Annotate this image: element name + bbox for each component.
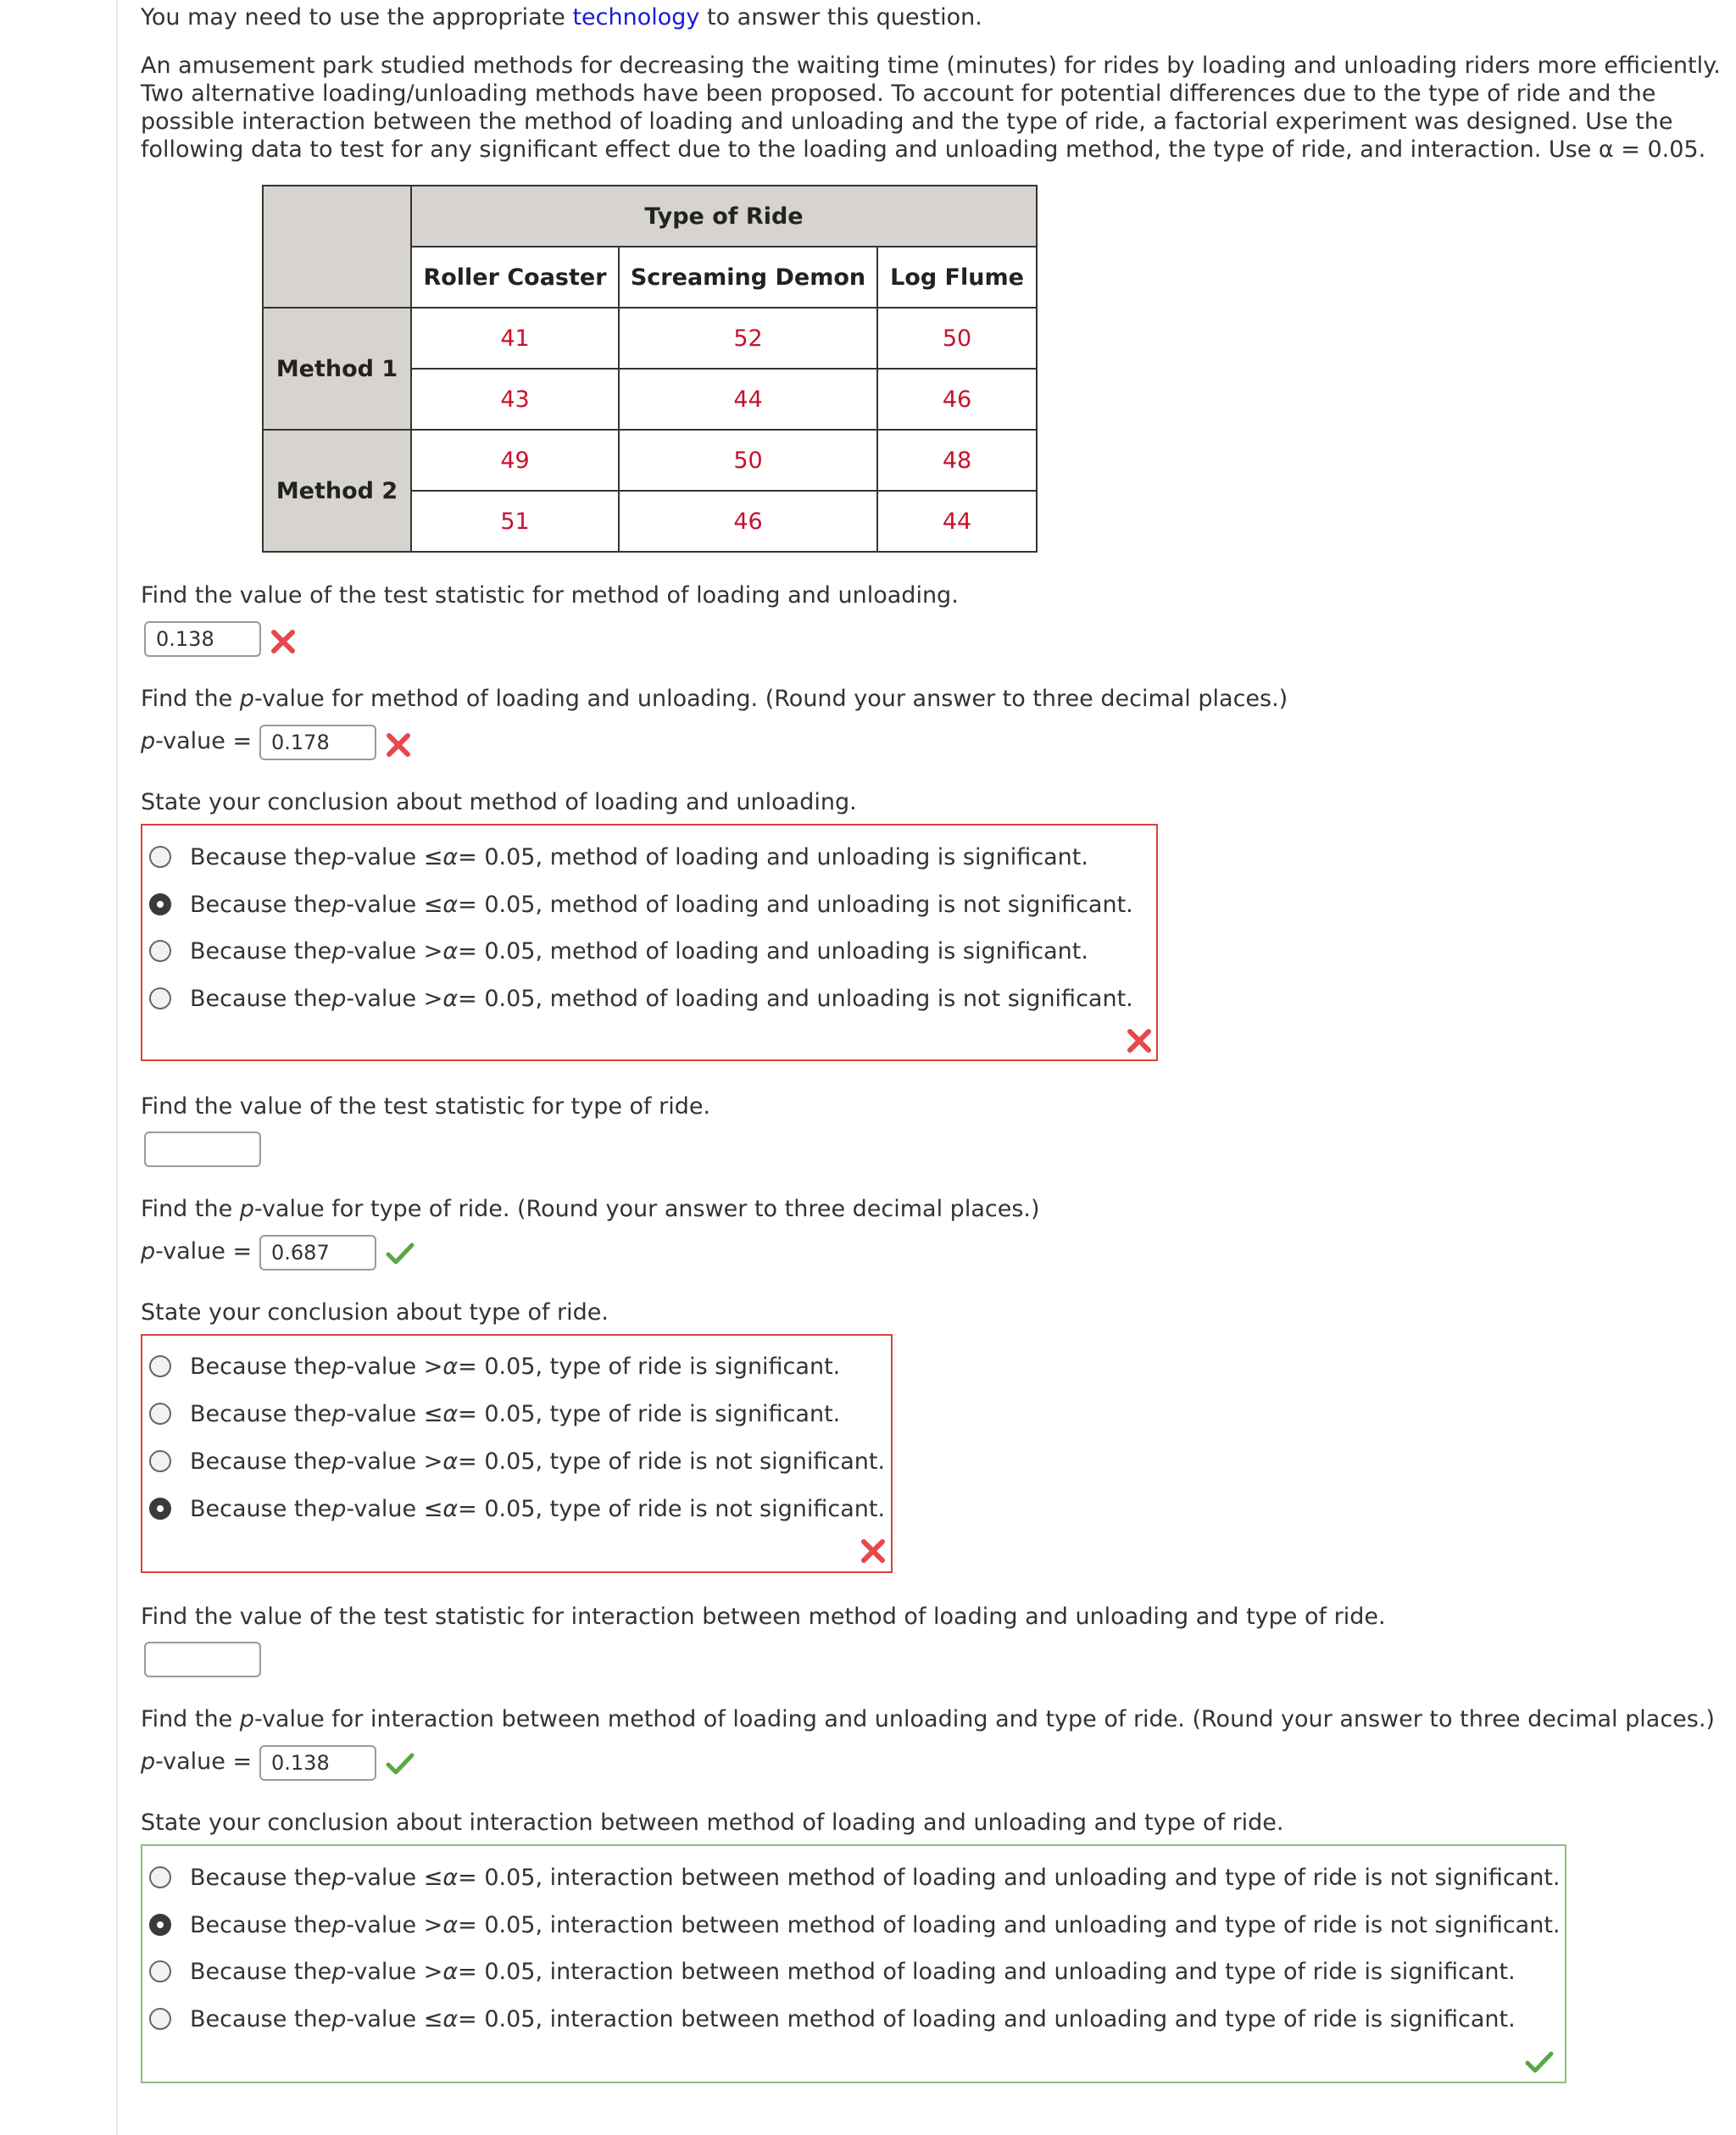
q9-prompt: State your conclusion about interaction between method of loading and unloading and type of ride. [141,1810,1284,1836]
p-symbol: p [331,1864,347,1891]
ride-data-table [262,185,1038,553]
q7-prompt: Find the value of the test statistic for interaction between method of loading and unloading and type of ride. [141,1604,1386,1630]
q9-radio-group [141,1844,1566,2083]
alpha-symbol: α [442,1911,459,1938]
alpha-symbol: α [442,1864,459,1891]
q6-option[interactable] [149,1349,840,1383]
alpha-symbol: α [442,2005,459,2032]
radio-button[interactable] [149,987,171,1009]
type-of-ride-header: Type of Ride [411,186,1037,247]
p-symbol: p [239,1706,254,1732]
q3-option[interactable] [149,934,1088,968]
p-symbol: p [239,686,254,712]
p-symbol: p [331,843,347,870]
q6-option-selected[interactable] [149,1492,885,1526]
radio-button[interactable] [149,1355,171,1377]
option-text: Because the [190,1400,332,1427]
column-header: Screaming Demon [619,247,877,308]
q3-option-selected[interactable] [149,887,1133,921]
table-cell: 51 [411,491,619,552]
technology-link[interactable]: technology [572,4,700,31]
table-cell: 43 [411,369,619,430]
column-header: Roller Coaster [411,247,619,308]
option-text: Because the [190,937,332,965]
option-text: = 0.05, type of ride is not significant. [458,1448,886,1475]
q6-radio-group [141,1334,893,1573]
p-symbol: p [331,2005,347,2032]
q3-option[interactable] [149,840,1088,874]
p-symbol: p [331,1448,347,1475]
incorrect-icon [268,626,298,657]
prompt-text: Find the [141,686,240,712]
table-cell: 48 [877,430,1037,491]
option-text: = 0.05, interaction between method of loading and unloading and type of ride is not significant. [458,1911,1561,1938]
alpha-symbol: α [442,1958,459,1985]
option-text: Because the [190,891,332,918]
option-text: = 0.05, method of loading and unloading is significant. [458,937,1088,965]
q8-label [141,1749,252,1775]
prompt-text: Find the [141,1706,240,1732]
q6-option[interactable] [149,1444,885,1478]
option-text: Because the [190,2005,332,2032]
option-text: Because the [190,843,332,870]
option-text: = 0.05, method of loading and unloading is not significant. [458,985,1133,1012]
table-corner [263,186,411,308]
problem-line: following data to test for any significant effect due to the loading and unloading method, the type of ride, and interaction. Use α = 0.05. [141,136,1706,163]
alpha-symbol: α [442,985,459,1012]
alpha-symbol: α [442,891,459,918]
table-cell: 52 [619,308,877,369]
p-symbol: p [331,1958,347,1985]
radio-button-selected[interactable] [149,1914,171,1936]
prompt-text: Find the [141,1196,240,1222]
option-text: -value > [346,937,443,965]
radio-button[interactable] [149,1960,171,1982]
q9-option[interactable] [149,2002,1516,2036]
q1-answer-input[interactable]: 0.138 [144,621,261,657]
q3-option[interactable] [149,981,1133,1015]
alpha-symbol: α [442,1400,459,1427]
left-margin-rule [116,0,118,2135]
problem-line: possible interaction between the method of loading and unloading and the type of ride, a factorial experiment was designed. Use the [141,108,1673,135]
problem-line: Two alternative loading/unloading methods have been proposed. To account for potential differences due to the type of ride and the [141,81,1656,107]
q9-option[interactable] [149,1860,1561,1894]
option-text: = 0.05, interaction between method of loading and unloading and type of ride is not significant. [458,1864,1561,1891]
prompt-text: -value for interaction between method of loading and unloading and type of ride. (Round your answer to three decimal places.) [253,1706,1715,1732]
incorrect-icon [1124,1026,1155,1056]
label-text: -value = [155,728,253,754]
alpha-symbol: α [442,1353,459,1380]
p-symbol: p [331,1353,347,1380]
radio-button[interactable] [149,846,171,868]
label-text: -value = [155,1238,253,1265]
row-header-method-2: Method 2 [263,430,411,552]
p-symbol: p [239,1196,254,1222]
table-cell: 46 [877,369,1037,430]
radio-button[interactable] [149,1403,171,1425]
option-text: Because the [190,1958,332,1985]
q2-label [141,728,252,754]
option-text: -value > [346,1448,443,1475]
q5-pvalue-input[interactable]: 0.687 [259,1235,376,1270]
option-text: = 0.05, type of ride is not significant. [458,1495,886,1522]
option-text: Because the [190,1353,332,1380]
q8-pvalue-input[interactable]: 0.138 [259,1745,376,1781]
p-symbol: p [331,1911,347,1938]
problem-line: An amusement park studied methods for decreasing the waiting time (minutes) for rides by loading and unloading riders more efficiently. [141,53,1721,79]
option-text: -value ≤ [346,1400,443,1427]
table-cell: 49 [411,430,619,491]
q2-pvalue-input[interactable]: 0.178 [259,725,376,760]
correct-icon [385,1241,415,1266]
table-cell: 44 [619,369,877,430]
table-cell: 50 [877,308,1037,369]
option-text: Because the [190,985,332,1012]
option-text: = 0.05, method of loading and unloading is not significant. [458,891,1133,918]
q8-prompt [141,1706,1715,1732]
q4-answer-input[interactable] [144,1131,261,1167]
option-text: Because the [190,1911,332,1938]
radio-button[interactable] [149,1450,171,1472]
q3-prompt: State your conclusion about method of loading and unloading. [141,789,857,815]
table-cell: 50 [619,430,877,491]
correct-icon [1524,2049,1555,2075]
q4-prompt: Find the value of the test statistic for type of ride. [141,1093,711,1120]
p-symbol: p [141,728,156,754]
p-symbol: p [331,1495,347,1522]
table-cell: 41 [411,308,619,369]
option-text: -value ≤ [346,891,443,918]
option-text: = 0.05, type of ride is significant. [458,1400,841,1427]
option-text: = 0.05, interaction between method of loading and unloading and type of ride is significant. [458,1958,1516,1985]
prompt-text: -value for type of ride. (Round your answer to three decimal places.) [253,1196,1040,1222]
alpha-symbol: α [442,1495,459,1522]
option-text: -value ≤ [346,2005,443,2032]
column-header: Log Flume [877,247,1037,308]
q7-answer-input[interactable] [144,1642,261,1677]
p-symbol: p [331,1400,347,1427]
row-header-method-1: Method 1 [263,308,411,430]
q1-prompt: Find the value of the test statistic for method of loading and unloading. [141,582,959,609]
option-text: = 0.05, type of ride is significant. [458,1353,841,1380]
option-text: Because the [190,1448,332,1475]
instruction-text [141,4,982,31]
q6-prompt: State your conclusion about type of ride. [141,1299,609,1326]
option-text: Because the [190,1495,332,1522]
radio-button[interactable] [149,1866,171,1888]
radio-button-selected[interactable] [149,893,171,915]
option-text: -value > [346,1353,443,1380]
option-text: -value > [346,1911,443,1938]
q5-label [141,1238,252,1265]
alpha-symbol: α [442,843,459,870]
incorrect-icon [383,730,414,760]
radio-button[interactable] [149,2008,171,2030]
prompt-text: -value for method of loading and unloading. (Round your answer to three decimal places.) [253,686,1288,712]
radio-button[interactable] [149,940,171,962]
instruction-suffix: to answer this question. [699,4,982,31]
option-text: -value > [346,1958,443,1985]
incorrect-icon [858,1536,888,1566]
q2-prompt [141,686,1288,712]
option-text: Because the [190,1864,332,1891]
option-text: = 0.05, interaction between method of loading and unloading and type of ride is significant. [458,2005,1516,2032]
radio-button-selected[interactable] [149,1498,171,1520]
p-symbol: p [331,985,347,1012]
label-text: -value = [155,1749,253,1775]
p-symbol: p [331,891,347,918]
option-text: = 0.05, method of loading and unloading is significant. [458,843,1088,870]
p-symbol: p [141,1238,156,1265]
option-text: -value ≤ [346,1864,443,1891]
q6-option[interactable] [149,1397,840,1431]
option-text: -value > [346,985,443,1012]
option-text: -value ≤ [346,1495,443,1522]
table-cell: 44 [877,491,1037,552]
instruction-prefix: You may need to use the appropriate [141,4,573,31]
alpha-symbol: α [442,1448,459,1475]
option-text: -value ≤ [346,843,443,870]
q9-option-selected[interactable] [149,1908,1561,1942]
q3-radio-group [141,824,1158,1061]
q9-option[interactable] [149,1954,1516,1988]
p-symbol: p [141,1749,156,1775]
p-symbol: p [331,937,347,965]
table-cell: 46 [619,491,877,552]
correct-icon [385,1751,415,1776]
alpha-symbol: α [442,937,459,965]
q5-prompt [141,1196,1040,1222]
